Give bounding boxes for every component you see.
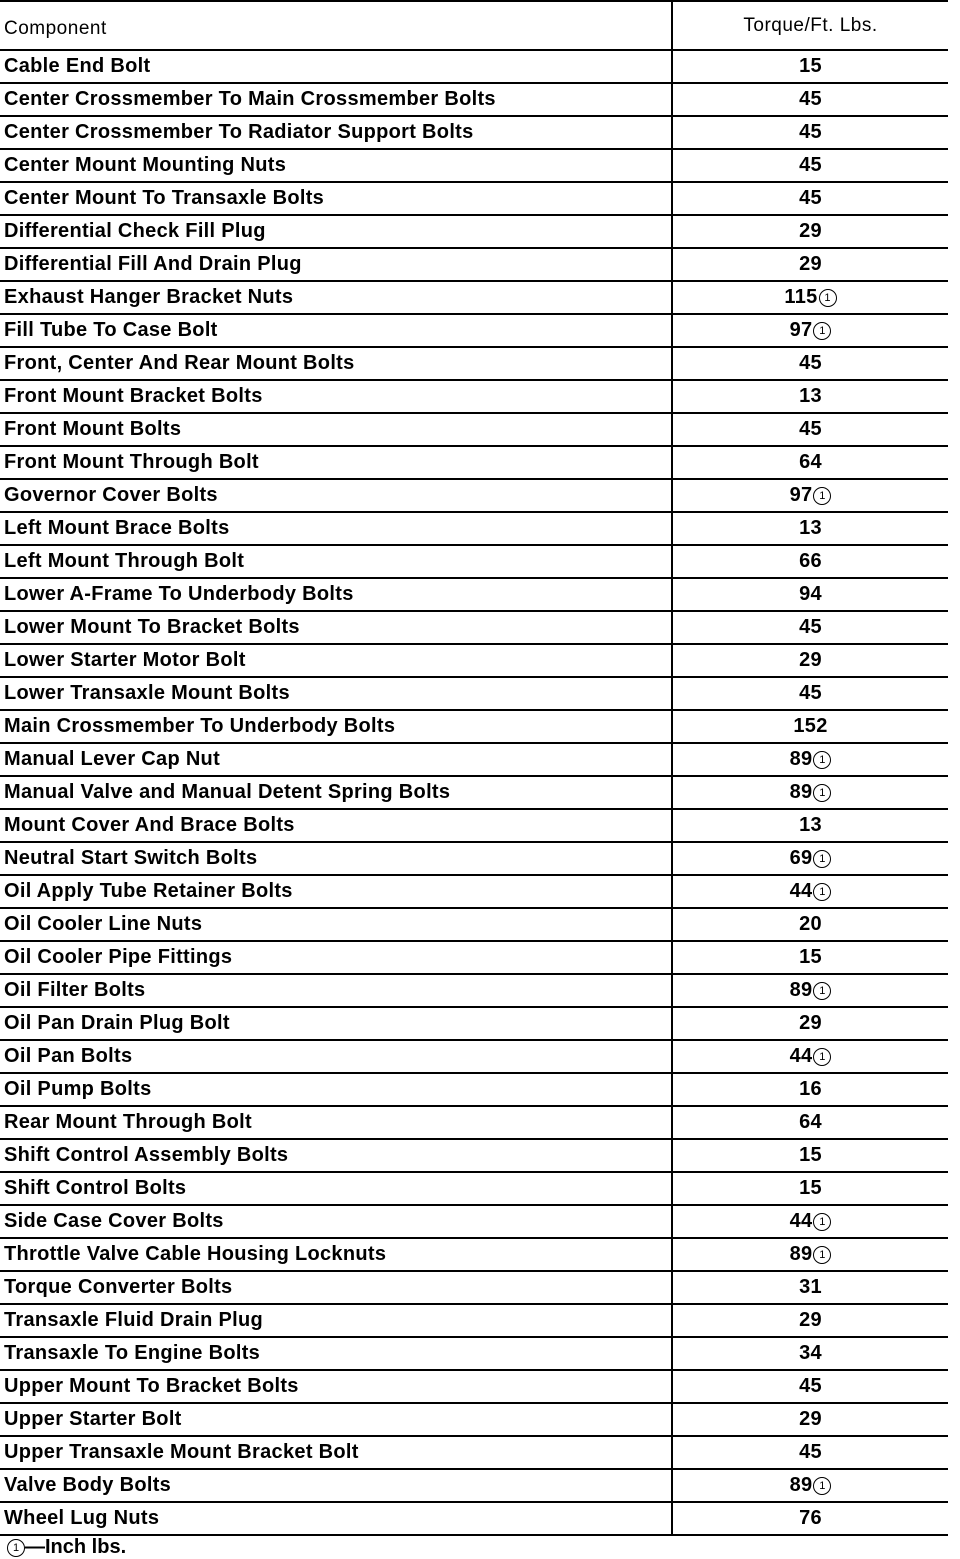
torque-value: 45	[799, 1441, 822, 1463]
torque-value: 152	[793, 715, 828, 737]
torque-cell	[672, 1502, 948, 1535]
inch-lbs-marker-icon: 1	[813, 1048, 831, 1066]
torque-value: 15	[799, 1144, 822, 1166]
table-row	[0, 1436, 948, 1469]
table-row	[0, 809, 948, 842]
torque-value: 29	[799, 220, 822, 242]
component-cell: Side Case Cover Bolts	[0, 1205, 672, 1238]
table-row	[0, 1007, 948, 1040]
footnote	[6, 1536, 126, 1559]
header-row	[0, 1, 948, 50]
component-cell: Shift Control Bolts	[0, 1172, 672, 1205]
component-cell: Oil Pan Drain Plug Bolt	[0, 1007, 672, 1040]
torque-value: 29	[799, 1012, 822, 1034]
torque-cell	[672, 842, 948, 875]
torque-value: 13	[799, 814, 822, 836]
torque-cell	[672, 974, 948, 1007]
component-cell: Shift Control Assembly Bolts	[0, 1139, 672, 1172]
component-cell: Rear Mount Through Bolt	[0, 1106, 672, 1139]
table-row	[0, 1139, 948, 1172]
component-cell: Oil Pan Bolts	[0, 1040, 672, 1073]
component-cell: Governor Cover Bolts	[0, 479, 672, 512]
torque-cell	[672, 1238, 948, 1271]
component-cell: Wheel Lug Nuts	[0, 1502, 672, 1535]
torque-value: 13	[799, 517, 822, 539]
torque-value: 29	[799, 649, 822, 671]
torque-cell	[672, 281, 948, 314]
torque-cell	[672, 1403, 948, 1436]
component-cell: Throttle Valve Cable Housing Locknuts	[0, 1238, 672, 1271]
torque-value: 45	[799, 154, 822, 176]
component-cell: Upper Starter Bolt	[0, 1403, 672, 1436]
torque-cell	[672, 380, 948, 413]
torque-cell	[672, 50, 948, 83]
torque-cell	[672, 941, 948, 974]
component-cell: Upper Transaxle Mount Bracket Bolt	[0, 1436, 672, 1469]
table-row	[0, 380, 948, 413]
torque-cell	[672, 116, 948, 149]
component-cell: Center Crossmember To Main Crossmember Bolts	[0, 83, 672, 116]
inch-lbs-marker-icon: 1	[813, 322, 831, 340]
torque-value: 45	[799, 352, 822, 374]
table-row	[0, 677, 948, 710]
torque-value: 97	[789, 319, 813, 341]
torque-value: 97	[789, 484, 813, 506]
inch-lbs-marker-icon: 1	[813, 1246, 831, 1264]
table-header	[0, 1, 948, 50]
inch-lbs-marker-icon: 1	[813, 850, 831, 868]
torque-value: 89	[789, 781, 813, 803]
component-cell: Oil Apply Tube Retainer Bolts	[0, 875, 672, 908]
component-cell: Front Mount Through Bolt	[0, 446, 672, 479]
torque-cell	[672, 611, 948, 644]
torque-value: 64	[799, 451, 822, 473]
inch-lbs-marker-icon: 1	[813, 1213, 831, 1231]
torque-cell	[672, 1271, 948, 1304]
component-cell: Manual Lever Cap Nut	[0, 743, 672, 776]
torque-cell	[672, 875, 948, 908]
torque-cell	[672, 215, 948, 248]
torque-value: 44	[789, 1210, 813, 1232]
torque-value: 15	[799, 1177, 822, 1199]
table-row	[0, 776, 948, 809]
component-cell: Exhaust Hanger Bracket Nuts	[0, 281, 672, 314]
component-cell: Valve Body Bolts	[0, 1469, 672, 1502]
torque-cell	[672, 413, 948, 446]
torque-cell	[672, 776, 948, 809]
torque-cell	[672, 512, 948, 545]
table-row	[0, 149, 948, 182]
table-row	[0, 446, 948, 479]
torque-cell	[672, 710, 948, 743]
torque-value: 94	[799, 583, 822, 605]
torque-cell	[672, 677, 948, 710]
torque-cell	[672, 149, 948, 182]
torque-cell	[672, 1370, 948, 1403]
component-cell: Fill Tube To Case Bolt	[0, 314, 672, 347]
torque-value: 29	[799, 1309, 822, 1331]
torque-value: 15	[799, 55, 822, 77]
torque-cell	[672, 1436, 948, 1469]
table-row	[0, 941, 948, 974]
torque-value: 45	[799, 1375, 822, 1397]
inch-lbs-marker-icon: 1	[813, 1477, 831, 1495]
component-cell: Differential Check Fill Plug	[0, 215, 672, 248]
component-cell: Front Mount Bracket Bolts	[0, 380, 672, 413]
torque-value: 89	[789, 1474, 813, 1496]
table-row	[0, 644, 948, 677]
torque-cell	[672, 545, 948, 578]
component-cell: Upper Mount To Bracket Bolts	[0, 1370, 672, 1403]
torque-cell	[672, 248, 948, 281]
table-row	[0, 83, 948, 116]
torque-value: 29	[799, 1408, 822, 1430]
component-cell: Left Mount Through Bolt	[0, 545, 672, 578]
table-row	[0, 611, 948, 644]
table-row	[0, 479, 948, 512]
component-column-header: Component	[0, 1, 672, 50]
component-cell: Oil Cooler Line Nuts	[0, 908, 672, 941]
torque-value: 44	[789, 880, 813, 902]
table-row	[0, 875, 948, 908]
component-cell: Center Mount To Transaxle Bolts	[0, 182, 672, 215]
table-row	[0, 1106, 948, 1139]
table-row	[0, 1172, 948, 1205]
torque-cell	[672, 809, 948, 842]
torque-value: 13	[799, 385, 822, 407]
torque-cell	[672, 83, 948, 116]
table-row	[0, 116, 948, 149]
table-row	[0, 215, 948, 248]
torque-cell	[672, 1205, 948, 1238]
table-row	[0, 182, 948, 215]
table-row	[0, 1370, 948, 1403]
torque-cell	[672, 908, 948, 941]
component-cell: Lower Mount To Bracket Bolts	[0, 611, 672, 644]
torque-cell	[672, 1007, 948, 1040]
torque-value: 64	[799, 1111, 822, 1133]
torque-value: 16	[799, 1078, 822, 1100]
torque-value: 45	[799, 121, 822, 143]
torque-cell	[672, 347, 948, 380]
component-cell: Oil Pump Bolts	[0, 1073, 672, 1106]
inch-lbs-marker-icon: 1	[813, 883, 831, 901]
table-row	[0, 1271, 948, 1304]
torque-value: 45	[799, 616, 822, 638]
table-row	[0, 1040, 948, 1073]
table-row	[0, 1205, 948, 1238]
component-cell: Center Mount Mounting Nuts	[0, 149, 672, 182]
table-row	[0, 347, 948, 380]
component-cell: Transaxle To Engine Bolts	[0, 1337, 672, 1370]
table-row	[0, 413, 948, 446]
inch-lbs-marker-icon: 1	[813, 487, 831, 505]
table-row	[0, 743, 948, 776]
torque-cell	[672, 644, 948, 677]
table-row	[0, 1073, 948, 1106]
component-cell: Lower Starter Motor Bolt	[0, 644, 672, 677]
torque-value: 45	[799, 88, 822, 110]
component-cell: Cable End Bolt	[0, 50, 672, 83]
component-cell: Neutral Start Switch Bolts	[0, 842, 672, 875]
table-row	[0, 974, 948, 1007]
torque-value: 29	[799, 253, 822, 275]
component-cell: Torque Converter Bolts	[0, 1271, 672, 1304]
torque-cell	[672, 314, 948, 347]
torque-value: 45	[799, 418, 822, 440]
torque-value: 34	[799, 1342, 822, 1364]
table-row	[0, 281, 948, 314]
table-row	[0, 1238, 948, 1271]
torque-value: 45	[799, 187, 822, 209]
component-cell: Mount Cover And Brace Bolts	[0, 809, 672, 842]
footnote-text: —Inch lbs.	[25, 1536, 127, 1558]
table-row	[0, 1304, 948, 1337]
table-row	[0, 545, 948, 578]
torque-value: 66	[799, 550, 822, 572]
torque-cell	[672, 1469, 948, 1502]
torque-value: 31	[799, 1276, 822, 1298]
table-row	[0, 908, 948, 941]
torque-column-header: Torque/Ft. Lbs.	[672, 1, 948, 50]
component-cell: Transaxle Fluid Drain Plug	[0, 1304, 672, 1337]
component-cell: Lower A-Frame To Underbody Bolts	[0, 578, 672, 611]
component-cell: Manual Valve and Manual Detent Spring Bolts	[0, 776, 672, 809]
torque-value: 69	[789, 847, 813, 869]
inch-lbs-marker-icon: 1	[813, 784, 831, 802]
inch-lbs-marker-icon: 1	[813, 982, 831, 1000]
torque-value: 15	[799, 946, 822, 968]
component-cell: Oil Filter Bolts	[0, 974, 672, 1007]
footnote-marker-icon: 1	[7, 1539, 25, 1557]
torque-value: 89	[789, 748, 813, 770]
component-cell: Differential Fill And Drain Plug	[0, 248, 672, 281]
component-cell: Main Crossmember To Underbody Bolts	[0, 710, 672, 743]
torque-value: 76	[799, 1507, 822, 1529]
torque-cell	[672, 1139, 948, 1172]
component-cell: Oil Cooler Pipe Fittings	[0, 941, 672, 974]
component-cell: Left Mount Brace Bolts	[0, 512, 672, 545]
table-row	[0, 1403, 948, 1436]
torque-value: 89	[789, 979, 813, 1001]
table-row	[0, 248, 948, 281]
torque-cell	[672, 479, 948, 512]
torque-cell	[672, 1304, 948, 1337]
table-row	[0, 50, 948, 83]
table-row	[0, 1469, 948, 1502]
torque-value: 115	[784, 286, 818, 308]
table-row	[0, 842, 948, 875]
table-body	[0, 50, 948, 1535]
table-row	[0, 710, 948, 743]
torque-cell	[672, 1106, 948, 1139]
torque-value: 45	[799, 682, 822, 704]
component-cell: Front Mount Bolts	[0, 413, 672, 446]
torque-value: 20	[799, 913, 822, 935]
torque-cell	[672, 446, 948, 479]
torque-cell	[672, 1337, 948, 1370]
component-cell: Lower Transaxle Mount Bolts	[0, 677, 672, 710]
component-cell: Front, Center And Rear Mount Bolts	[0, 347, 672, 380]
inch-lbs-marker-icon: 1	[819, 289, 837, 307]
torque-cell	[672, 1172, 948, 1205]
torque-cell	[672, 1040, 948, 1073]
torque-value: 44	[789, 1045, 813, 1067]
table-row	[0, 1502, 948, 1535]
table-row	[0, 1337, 948, 1370]
torque-cell	[672, 578, 948, 611]
torque-cell	[672, 743, 948, 776]
table-row	[0, 512, 948, 545]
torque-cell	[672, 1073, 948, 1106]
table-row	[0, 578, 948, 611]
torque-value: 89	[789, 1243, 813, 1265]
inch-lbs-marker-icon: 1	[813, 751, 831, 769]
table-row	[0, 314, 948, 347]
component-cell: Center Crossmember To Radiator Support Bolts	[0, 116, 672, 149]
torque-cell	[672, 182, 948, 215]
